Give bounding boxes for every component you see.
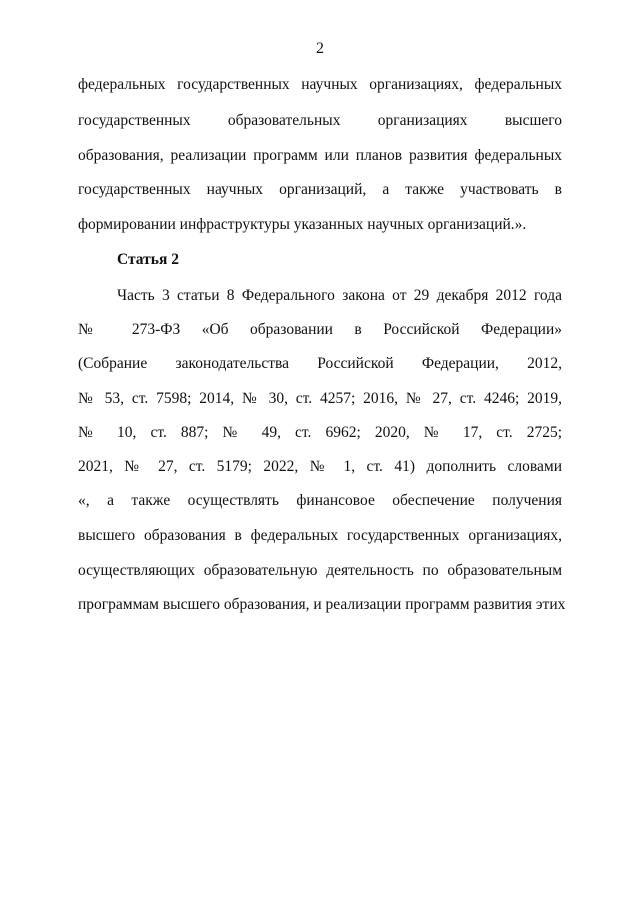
text-line: федеральных государственных научных организациях, федеральных [78,76,562,93]
text-line: формировании инфраструктуры указанных научных организаций.». [78,216,527,233]
text-line: государственных образовательных организациях высшего [78,112,562,129]
text-line: № 273-ФЗ «Об образовании в Российской Федерации» [78,321,562,338]
text-line: № 53, ст. 7598; 2014, № 30, ст. 4257; 2016, № 27, ст. 4246; 2019, [78,390,562,407]
text-line: осуществляющих образовательную деятельность по образовательным [78,562,562,579]
text-line: (Собрание законодательства Российской Федерации, 2012, [78,355,562,372]
text-line: образования, реализации программ или планов развития федеральных [78,147,562,164]
text-line: «, а также осуществлять финансовое обеспечение получения [78,492,562,509]
text-line: государственных научных организаций, а также участвовать в [78,181,562,198]
page-number: 2 [316,40,324,57]
text-line: программам высшего образования, и реализации программ развития этих [78,596,566,613]
text-line: 2021, № 27, ст. 5179; 2022, № 1, ст. 41) дополнить словами [78,458,562,475]
article-heading: Статья 2 [117,251,179,268]
text-line: № 10, ст. 887; № 49, ст. 6962; 2020, № 17, ст. 2725; [78,424,562,441]
text-line: высшего образования в федеральных государственных организациях, [78,527,562,544]
text-line: Часть 3 статьи 8 Федерального закона от 29 декабря 2012 года [117,287,562,304]
